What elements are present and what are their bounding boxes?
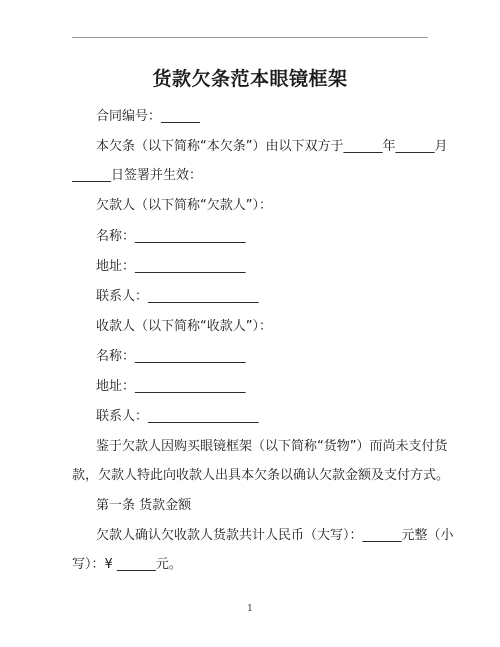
article-one-heading: 第一条 货款金额 (96, 498, 192, 513)
debtor-name-line: 名称：_________________ (96, 229, 246, 244)
contract-number-line: 合同编号：______ (96, 109, 201, 124)
creditor-name-line: 名称：_________________ (96, 349, 246, 364)
page-number: 1 (247, 604, 253, 614)
creditor-heading: 收款人（以下简称“收款人”）： (96, 319, 272, 334)
debtor-address-line: 地址：_________________ (96, 259, 246, 274)
creditor-address-line: 地址：_________________ (96, 379, 246, 394)
amount-line-1: 欠款人确认欠收款人货款共计人民币（大写）：______元整（小 (96, 528, 454, 543)
recital-line-2: 款，欠款人特此向收款人出具本欠条以确认欠款金额及支付方式。 (72, 468, 450, 483)
document-title: 货款欠条范本眼镜框架 (152, 68, 348, 90)
header-rule (72, 37, 428, 38)
intro-line-2: ______日签署并生效： (72, 168, 203, 183)
debtor-heading: 欠款人（以下简称“欠款人”）： (96, 198, 272, 213)
creditor-contact-line: 联系人：_________________ (96, 409, 259, 424)
amount-line-2: 写）：¥ ______元。 (72, 557, 182, 572)
debtor-contact-line: 联系人：_________________ (96, 289, 259, 304)
recital-line-1: 鉴于欠款人因购买眼镜框架（以下简称“货物”）而尚未支付货 (96, 439, 448, 454)
intro-line-1: 本欠条（以下简称“本欠条”）由以下双方于______年______月 (96, 139, 448, 154)
